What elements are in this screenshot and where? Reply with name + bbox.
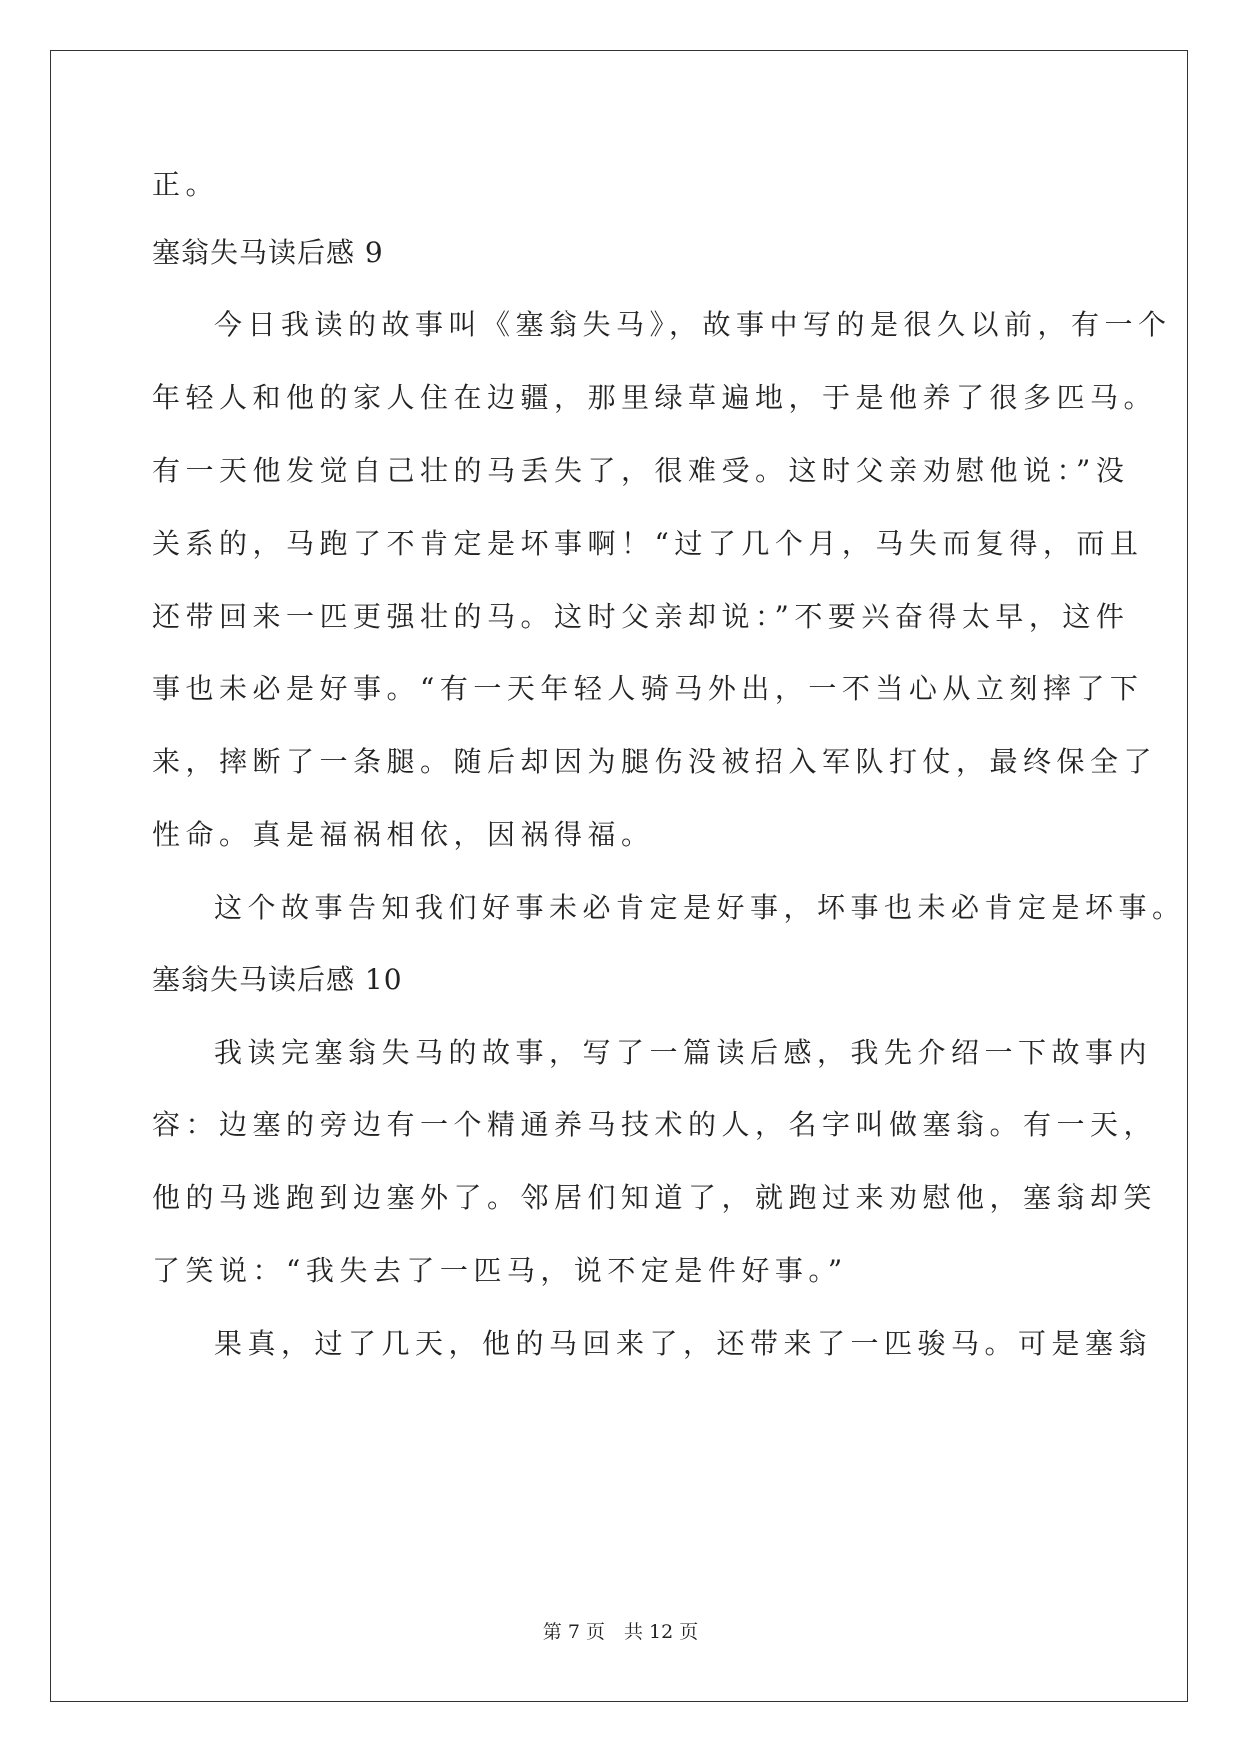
page-border	[50, 50, 1188, 1702]
paragraph-line: 来，摔断了一条腿。随后却因为腿伤没被招入军队打仗，最终保全了	[152, 745, 1158, 778]
page-number-footer: 第 7 页 共 12 页	[542, 1621, 699, 1643]
paragraph-line: 性命。真是福祸相依，因祸得福。	[152, 818, 655, 851]
paragraph-line: 年轻人和他的家人住在边疆，那里绿草遍地，于是他养了很多匹马。	[152, 381, 1158, 414]
section-heading: 塞翁失马读后感 9	[152, 236, 384, 269]
paragraph-line: 事也未必是好事。“有一天年轻人骑马外出，一不当心从立刻摔了下	[152, 672, 1144, 705]
paragraph-line: 他的马逃跑到边塞外了。邻居们知道了，就跑过来劝慰他，塞翁却笑	[152, 1181, 1158, 1214]
paragraph-line: 我读完塞翁失马的故事，写了一篇读后感，我先介绍一下故事内	[214, 1036, 1153, 1069]
paragraph-line: 今日我读的故事叫《塞翁失马》，故事中写的是很久以前，有一个	[214, 308, 1172, 341]
paragraph-line: 容：边塞的旁边有一个精通养马技术的人，名字叫做塞翁。有一天，	[152, 1108, 1158, 1141]
section-heading: 塞翁失马读后感 10	[152, 963, 403, 996]
paragraph-line: 有一天他发觉自己壮的马丢失了，很难受。这时父亲劝慰他说：”没	[152, 454, 1130, 487]
paragraph-line: 关系的，马跑了不肯定是坏事啊！“过了几个月，马失而复得，而且	[152, 527, 1144, 560]
paragraph-line: 还带回来一匹更强壮的马。这时父亲却说：”不要兴奋得太早，这件	[152, 600, 1130, 633]
paragraph-line: 这个故事告知我们好事未必肯定是好事，坏事也未必肯定是坏事。	[214, 891, 1186, 924]
paragraph-line: 果真，过了几天，他的马回来了，还带来了一匹骏马。可是塞翁	[214, 1327, 1153, 1360]
paragraph-line: 正。	[152, 168, 220, 201]
paragraph-line: 了笑说：“我失去了一匹马，说不定是件好事。”	[152, 1254, 848, 1287]
